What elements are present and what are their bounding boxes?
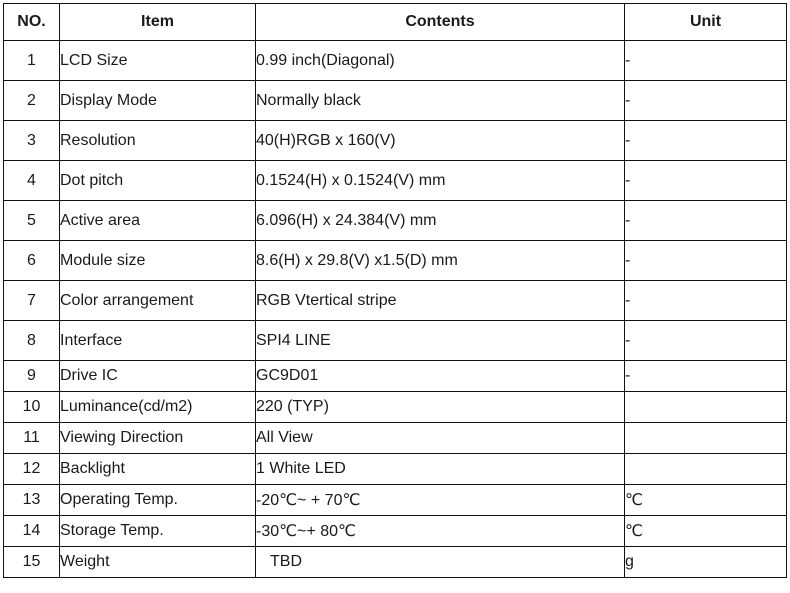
table-row (4, 516, 787, 547)
cell-contents: 6.096(H) x 24.384(V) mm (256, 201, 625, 241)
cell-unit: - (625, 161, 787, 201)
cell-contents: GC9D01 (256, 361, 625, 392)
cell-no: 15 (4, 547, 60, 578)
table-row (4, 161, 787, 201)
cell-no: 3 (4, 121, 60, 161)
cell-contents: 40(H)RGB x 160(V) (256, 121, 625, 161)
cell-contents: RGB Vtertical stripe (256, 281, 625, 321)
cell-contents: 220 (TYP) (256, 392, 625, 423)
table-row (4, 454, 787, 485)
cell-item: Interface (60, 321, 256, 361)
cell-contents: SPI4 LINE (256, 321, 625, 361)
cell-item: Display Mode (60, 81, 256, 121)
cell-contents: 8.6(H) x 29.8(V) x1.5(D) mm (256, 241, 625, 281)
cell-unit: - (625, 241, 787, 281)
cell-no: 7 (4, 281, 60, 321)
cell-item: Color arrangement (60, 281, 256, 321)
table-row (4, 81, 787, 121)
cell-unit: - (625, 81, 787, 121)
table-row (4, 485, 787, 516)
cell-unit: ℃ (625, 485, 787, 516)
cell-no: 1 (4, 41, 60, 81)
cell-contents: 1 White LED (256, 454, 625, 485)
table-row (4, 392, 787, 423)
cell-item: Module size (60, 241, 256, 281)
cell-item: Luminance(cd/m2) (60, 392, 256, 423)
cell-contents: 0.1524(H) x 0.1524(V) mm (256, 161, 625, 201)
cell-no: 11 (4, 423, 60, 454)
cell-no: 5 (4, 201, 60, 241)
cell-unit (625, 454, 787, 485)
cell-no: 13 (4, 485, 60, 516)
cell-item: Backlight (60, 454, 256, 485)
header-unit: Unit (625, 4, 787, 41)
header-no: NO. (4, 4, 60, 41)
cell-item: Dot pitch (60, 161, 256, 201)
cell-unit: - (625, 201, 787, 241)
cell-item: Operating Temp. (60, 485, 256, 516)
cell-unit: - (625, 121, 787, 161)
table-row (4, 241, 787, 281)
table-row (4, 321, 787, 361)
header-item: Item (60, 4, 256, 41)
cell-contents: 0.99 inch(Diagonal) (256, 41, 625, 81)
cell-item: Resolution (60, 121, 256, 161)
cell-unit: - (625, 41, 787, 81)
cell-no: 6 (4, 241, 60, 281)
cell-contents: -30℃~+ 80℃ (256, 516, 625, 547)
cell-unit: g (625, 547, 787, 578)
header-row (4, 4, 787, 41)
table-row (4, 201, 787, 241)
cell-no: 14 (4, 516, 60, 547)
table-row (4, 41, 787, 81)
cell-item: LCD Size (60, 41, 256, 81)
cell-unit: ℃ (625, 516, 787, 547)
cell-no: 8 (4, 321, 60, 361)
cell-contents: Normally black (256, 81, 625, 121)
cell-item: Viewing Direction (60, 423, 256, 454)
header-contents: Contents (256, 4, 625, 41)
cell-unit (625, 392, 787, 423)
table-row (4, 361, 787, 392)
cell-item: Active area (60, 201, 256, 241)
table-row (4, 281, 787, 321)
table-row (4, 121, 787, 161)
cell-no: 2 (4, 81, 60, 121)
cell-no: 12 (4, 454, 60, 485)
cell-no: 4 (4, 161, 60, 201)
cell-no: 10 (4, 392, 60, 423)
cell-unit: - (625, 361, 787, 392)
cell-contents: TBD (256, 547, 625, 578)
cell-item: Storage Temp. (60, 516, 256, 547)
table-row (4, 547, 787, 578)
cell-contents: -20℃~ + 70℃ (256, 485, 625, 516)
table-row (4, 423, 787, 454)
spec-table (3, 3, 787, 578)
cell-unit (625, 423, 787, 454)
cell-no: 9 (4, 361, 60, 392)
cell-item: Weight (60, 547, 256, 578)
cell-contents: All View (256, 423, 625, 454)
cell-unit: - (625, 281, 787, 321)
cell-unit: - (625, 321, 787, 361)
cell-item: Drive IC (60, 361, 256, 392)
